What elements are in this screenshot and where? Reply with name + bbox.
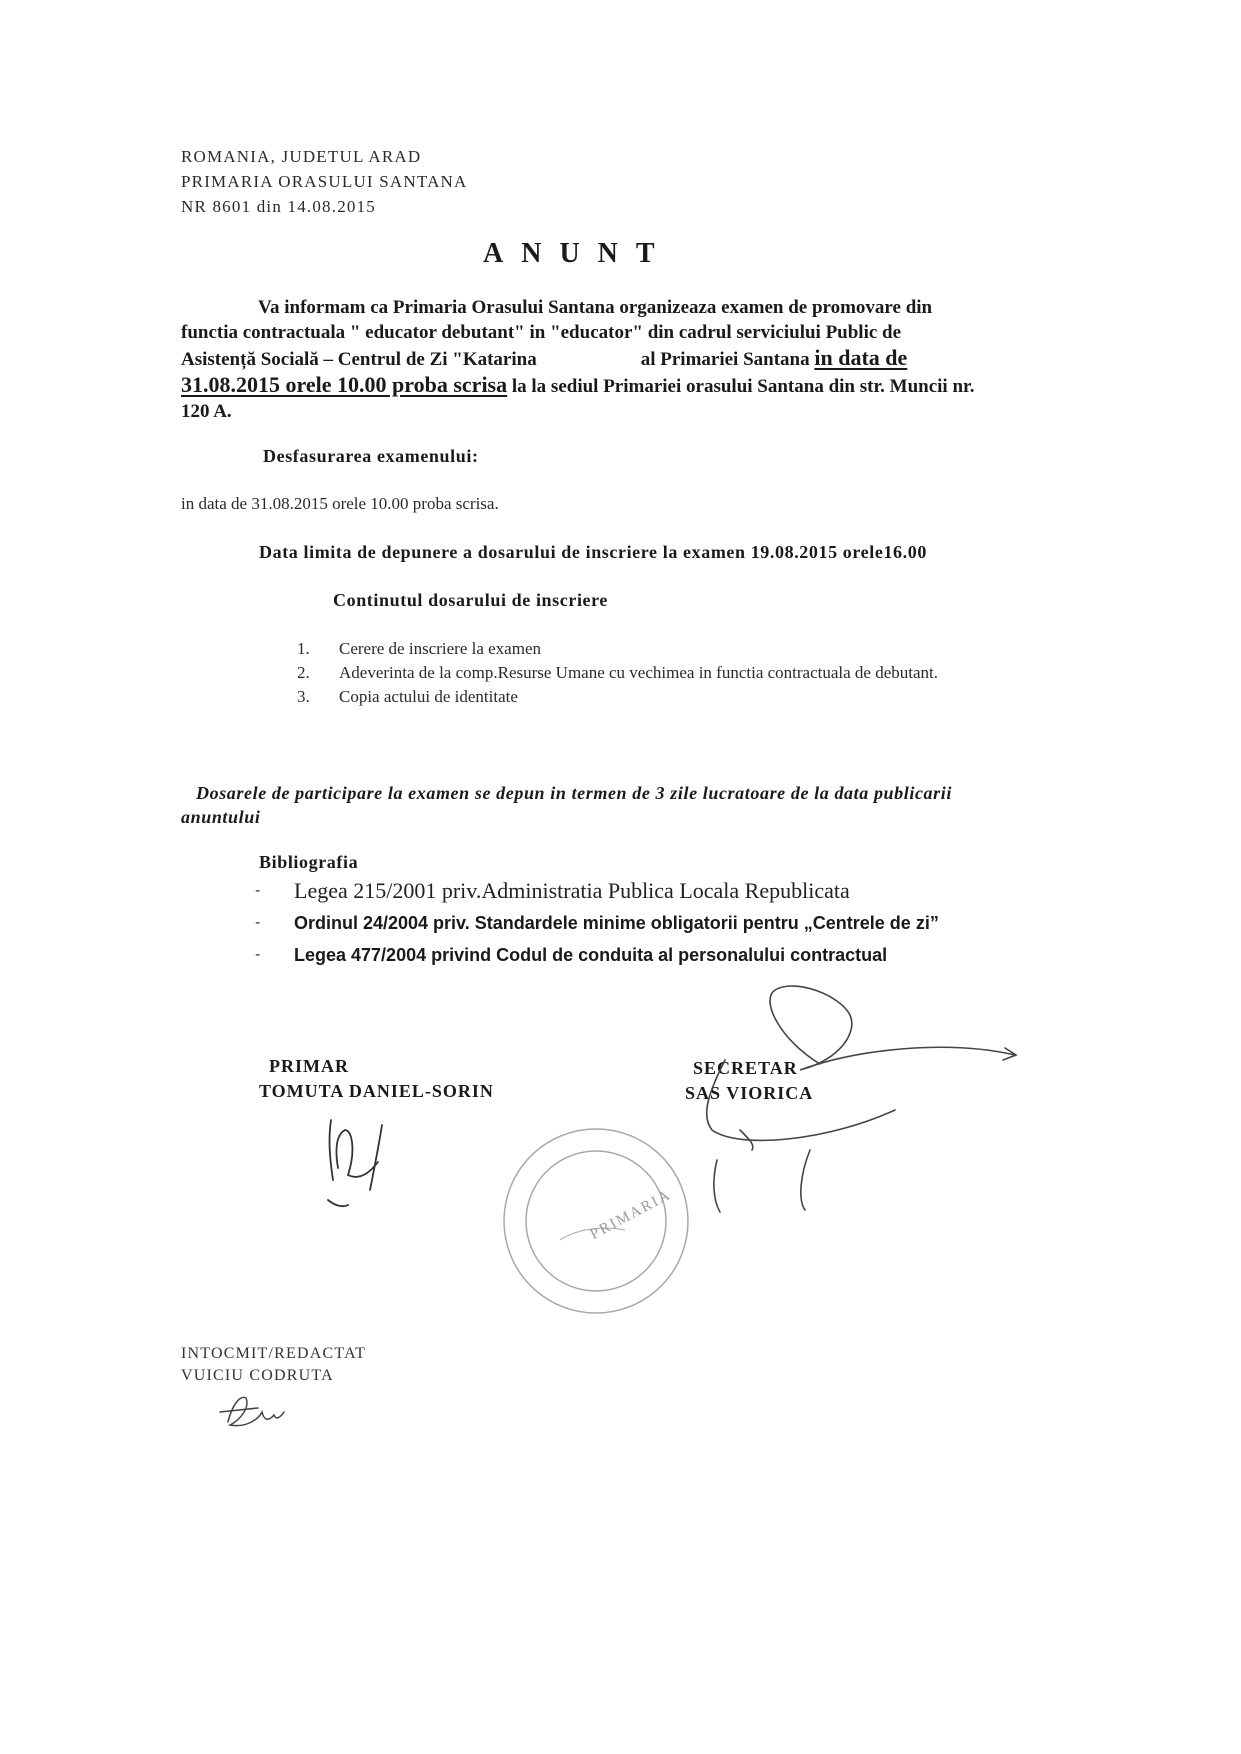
intro-line-2: functia contractuala " educator debutant" in "educator" din cadrul serviciului Public de — [181, 322, 902, 343]
primar-name: TOMUTA DANIEL-SORIN — [259, 1081, 494, 1101]
list-item: - Ordinul 24/2004 priv. Standardele minime obligatorii pentru „Centrele de zi” — [255, 913, 939, 933]
desfasurare-heading: Desfasurarea examenului: — [263, 446, 479, 466]
dosar-heading: Continutul dosarului de inscriere — [333, 590, 608, 610]
list-item: 1. Cerere de inscriere la examen — [297, 639, 541, 658]
secretar-signature — [707, 986, 1016, 1212]
primar-signature — [328, 1120, 382, 1206]
header-registration-number: NR 8601 din 14.08.2015 — [181, 197, 376, 216]
intro-date-lead: in data de — [814, 345, 908, 370]
stamp-inner-text: PRIMARIA — [587, 1186, 675, 1243]
intro-line-1: Va informam ca Primaria Orasului Santana organizeaza examen de promovare din — [258, 297, 933, 318]
header-country-county: ROMANIA, JUDETUL ARAD — [181, 147, 422, 166]
list-item: 2. Adeverinta de la comp.Resurse Umane cu vechimea in functia contractuala de debutant. — [297, 663, 939, 682]
list-item: - Legea 477/2004 privind Codul de conduita al personalului contractual — [255, 945, 888, 965]
document-title: ANUNT — [483, 238, 673, 269]
intocmit-name: VUICIU CODRUTA — [181, 1367, 334, 1384]
intro-location: la la sediul Primariei orasului Santana din str. Muncii nr. — [511, 376, 975, 397]
list-item: 3. Copia actului de identitate — [297, 687, 518, 706]
intro-exam-datetime: 31.08.2015 orele 10.00 proba scrisa — [181, 372, 508, 397]
header-institution: PRIMARIA ORASULUI SANTANA — [181, 172, 468, 191]
intro-primaria-ref: al Primariei Santana — [640, 349, 810, 370]
list-item: - Legea 215/2001 priv.Administratia Publica Locala Republicata — [255, 878, 850, 903]
official-stamp — [504, 1129, 688, 1313]
intro-center-name: Asistență Socială – Centrul de Zi "Katarina — [181, 349, 537, 370]
intocmit-label: INTOCMIT/REDACTAT — [181, 1345, 367, 1362]
intocmit-block — [181, 1343, 366, 1387]
primar-title: PRIMAR — [269, 1056, 349, 1076]
secretar-title: SECRETAR — [693, 1058, 798, 1078]
submission-term-note: Dosarele de participare la examen se depun in termen de 3 zile lucratoare de la data publicarii anuntului — [181, 783, 952, 827]
deadline-text: Data limita de depunere a dosarului de inscriere la examen 19.08.2015 orele16.00 — [259, 542, 927, 562]
desfasurare-text: in data de 31.08.2015 orele 10.00 proba scrisa. — [181, 494, 499, 513]
intro-line-5: 120 A. — [181, 401, 232, 422]
secretar-name: SAS VIORICA — [685, 1083, 814, 1103]
intocmit-signature — [220, 1397, 284, 1425]
bibliografia-heading: Bibliografia — [259, 852, 359, 872]
